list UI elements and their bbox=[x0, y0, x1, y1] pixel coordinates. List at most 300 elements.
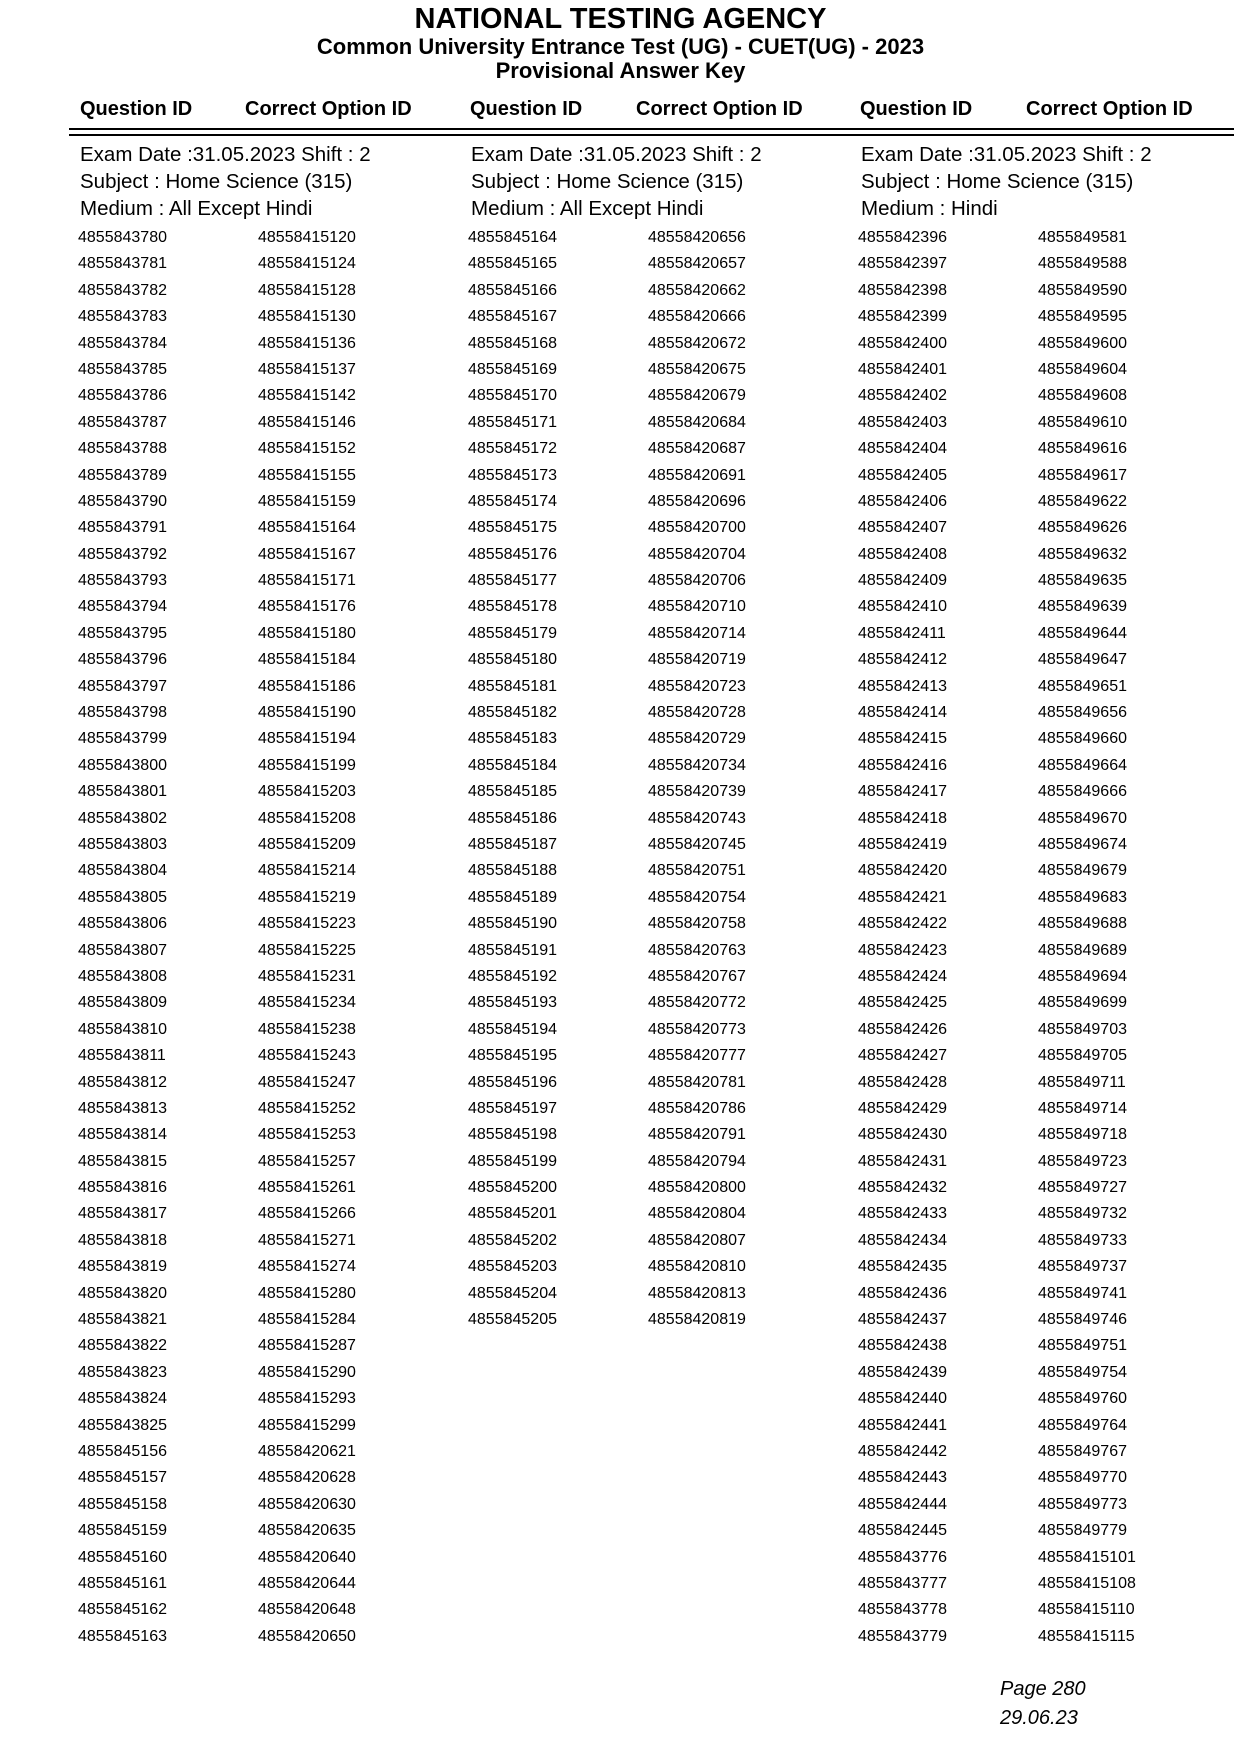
question-id-cell: 4855845184 bbox=[468, 756, 557, 774]
correct-option-id-cell: 4855849610 bbox=[1038, 413, 1127, 431]
table-row bbox=[78, 700, 418, 726]
header-question-id-1: Question ID bbox=[80, 98, 193, 120]
question-id-cell: 4855843792 bbox=[78, 545, 167, 563]
table-row bbox=[468, 1096, 808, 1122]
table-row bbox=[468, 779, 808, 805]
question-id-cell: 4855843810 bbox=[78, 1020, 167, 1038]
table-row bbox=[468, 383, 808, 409]
table-row bbox=[858, 1254, 1198, 1280]
correct-option-id-cell: 48558415155 bbox=[258, 466, 356, 484]
correct-option-id-cell: 48558415219 bbox=[258, 888, 356, 906]
question-id-cell: 4855842397 bbox=[858, 255, 947, 273]
table-row bbox=[78, 885, 418, 911]
correct-option-id-cell: 4855849751 bbox=[1038, 1337, 1127, 1355]
question-id-cell: 4855842432 bbox=[858, 1179, 947, 1197]
subject: Subject : Home Science (315) bbox=[80, 170, 353, 193]
table-row bbox=[858, 278, 1198, 304]
correct-option-id-cell: 48558420691 bbox=[648, 466, 746, 484]
correct-option-id-cell: 48558420819 bbox=[648, 1311, 746, 1329]
table-row bbox=[858, 753, 1198, 779]
question-id-cell: 4855842436 bbox=[858, 1284, 947, 1302]
question-id-cell: 4855842419 bbox=[858, 835, 947, 853]
question-id-cell: 4855843779 bbox=[858, 1627, 947, 1645]
table-row bbox=[858, 1307, 1198, 1333]
table-row bbox=[78, 858, 418, 884]
question-id-cell: 4855842421 bbox=[858, 888, 947, 906]
correct-option-id-cell: 4855849764 bbox=[1038, 1416, 1127, 1434]
correct-option-id-cell: 4855849639 bbox=[1038, 598, 1127, 616]
correct-option-id-cell: 48558415159 bbox=[258, 492, 356, 510]
question-id-cell: 4855845163 bbox=[78, 1627, 167, 1645]
correct-option-id-cell: 4855849660 bbox=[1038, 730, 1127, 748]
table-row bbox=[858, 1413, 1198, 1439]
question-id-cell: 4855843781 bbox=[78, 255, 167, 273]
question-id-cell: 4855843808 bbox=[78, 967, 167, 985]
correct-option-id-cell: 48558420751 bbox=[648, 862, 746, 880]
correct-option-id-cell: 48558415208 bbox=[258, 809, 356, 827]
question-id-cell: 4855842441 bbox=[858, 1416, 947, 1434]
table-row bbox=[78, 1043, 418, 1069]
correct-option-id-cell: 4855849600 bbox=[1038, 334, 1127, 352]
table-row bbox=[858, 1465, 1198, 1491]
correct-option-id-cell: 4855849674 bbox=[1038, 835, 1127, 853]
correct-option-id-cell: 48558415253 bbox=[258, 1126, 356, 1144]
table-row bbox=[858, 1228, 1198, 1254]
question-id-cell: 4855842406 bbox=[858, 492, 947, 510]
answer-table-1 bbox=[78, 225, 418, 1650]
correct-option-id-cell: 4855849694 bbox=[1038, 967, 1127, 985]
question-id-cell: 4855843820 bbox=[78, 1284, 167, 1302]
section-info-2 bbox=[471, 142, 762, 223]
correct-option-id-cell: 4855849699 bbox=[1038, 994, 1127, 1012]
subject: Subject : Home Science (315) bbox=[471, 170, 744, 193]
question-id-cell: 4855845194 bbox=[468, 1020, 557, 1038]
correct-option-id-cell: 4855849616 bbox=[1038, 440, 1127, 458]
question-id-cell: 4855845195 bbox=[468, 1047, 557, 1065]
table-row bbox=[468, 278, 808, 304]
correct-option-id-cell: 48558415199 bbox=[258, 756, 356, 774]
correct-option-id-cell: 4855849590 bbox=[1038, 281, 1127, 299]
table-row bbox=[78, 383, 418, 409]
question-id-cell: 4855842428 bbox=[858, 1073, 947, 1091]
question-id-cell: 4855845181 bbox=[468, 677, 557, 695]
table-row bbox=[858, 1597, 1198, 1623]
question-id-cell: 4855842409 bbox=[858, 572, 947, 590]
table-row bbox=[468, 1149, 808, 1175]
correct-option-id-cell: 48558415214 bbox=[258, 862, 356, 880]
header-correct-option-id-1: Correct Option ID bbox=[245, 98, 412, 120]
table-row bbox=[78, 1413, 418, 1439]
table-row bbox=[468, 647, 808, 673]
table-row bbox=[78, 225, 418, 251]
question-id-cell: 4855845204 bbox=[468, 1284, 557, 1302]
table-row bbox=[468, 251, 808, 277]
correct-option-id-cell: 48558415243 bbox=[258, 1047, 356, 1065]
question-id-cell: 4855845169 bbox=[468, 360, 557, 378]
table-row bbox=[858, 1175, 1198, 1201]
question-id-cell: 4855842413 bbox=[858, 677, 947, 695]
correct-option-id-cell: 48558415284 bbox=[258, 1311, 356, 1329]
table-row bbox=[468, 410, 808, 436]
table-row bbox=[468, 542, 808, 568]
table-row bbox=[78, 436, 418, 462]
table-row bbox=[858, 779, 1198, 805]
table-row bbox=[78, 1492, 418, 1518]
table-row bbox=[858, 1149, 1198, 1175]
table-row bbox=[78, 753, 418, 779]
table-row bbox=[468, 700, 808, 726]
question-id-cell: 4855845156 bbox=[78, 1442, 167, 1460]
correct-option-id-cell: 4855849741 bbox=[1038, 1284, 1127, 1302]
question-id-cell: 4855842440 bbox=[858, 1390, 947, 1408]
question-id-cell: 4855842445 bbox=[858, 1522, 947, 1540]
correct-option-id-cell: 4855849723 bbox=[1038, 1152, 1127, 1170]
question-id-cell: 4855845201 bbox=[468, 1205, 557, 1223]
table-row bbox=[468, 1228, 808, 1254]
table-row bbox=[78, 726, 418, 752]
table-row bbox=[78, 1439, 418, 1465]
table-row bbox=[468, 858, 808, 884]
table-row bbox=[468, 964, 808, 990]
table-row bbox=[468, 621, 808, 647]
correct-option-id-cell: 4855849770 bbox=[1038, 1469, 1127, 1487]
question-id-cell: 4855843815 bbox=[78, 1152, 167, 1170]
correct-option-id-cell: 48558420714 bbox=[648, 624, 746, 642]
question-id-cell: 4855845186 bbox=[468, 809, 557, 827]
exam-date-shift: Exam Date :31.05.2023 Shift : 2 bbox=[80, 143, 371, 166]
table-row bbox=[78, 357, 418, 383]
question-id-cell: 4855845162 bbox=[78, 1601, 167, 1619]
correct-option-id-cell: 48558415261 bbox=[258, 1179, 356, 1197]
question-id-cell: 4855843788 bbox=[78, 440, 167, 458]
question-id-cell: 4855842408 bbox=[858, 545, 947, 563]
correct-option-id-cell: 48558420656 bbox=[648, 229, 746, 246]
correct-option-id-cell: 48558415171 bbox=[258, 572, 356, 590]
question-id-cell: 4855842404 bbox=[858, 440, 947, 458]
question-id-cell: 4855845168 bbox=[468, 334, 557, 352]
table-row bbox=[78, 278, 418, 304]
question-id-cell: 4855842435 bbox=[858, 1258, 947, 1276]
question-id-cell: 4855845164 bbox=[468, 229, 557, 246]
correct-option-id-cell: 4855849732 bbox=[1038, 1205, 1127, 1223]
question-id-cell: 4855845160 bbox=[78, 1548, 167, 1566]
question-id-cell: 4855842424 bbox=[858, 967, 947, 985]
correct-option-id-cell: 4855849727 bbox=[1038, 1179, 1127, 1197]
table-row bbox=[468, 515, 808, 541]
question-id-cell: 4855842420 bbox=[858, 862, 947, 880]
correct-option-id-cell: 48558420754 bbox=[648, 888, 746, 906]
table-row bbox=[858, 832, 1198, 858]
question-id-cell: 4855842438 bbox=[858, 1337, 947, 1355]
correct-option-id-cell: 48558420628 bbox=[258, 1469, 356, 1487]
correct-option-id-cell: 48558420650 bbox=[258, 1627, 356, 1645]
question-id-cell: 4855845185 bbox=[468, 783, 557, 801]
table-row bbox=[78, 1070, 418, 1096]
header-question-id-3: Question ID bbox=[860, 98, 973, 120]
correct-option-id-cell: 4855849604 bbox=[1038, 360, 1127, 378]
header-question-id-2: Question ID bbox=[470, 98, 583, 120]
question-id-cell: 4855845200 bbox=[468, 1179, 557, 1197]
correct-option-id-cell: 48558415115 bbox=[1038, 1627, 1135, 1645]
table-row bbox=[468, 726, 808, 752]
correct-option-id-cell: 48558415142 bbox=[258, 387, 356, 405]
header-correct-option-id-2: Correct Option ID bbox=[636, 98, 803, 120]
correct-option-id-cell: 4855849651 bbox=[1038, 677, 1127, 695]
question-id-cell: 4855842412 bbox=[858, 651, 947, 669]
correct-option-id-cell: 4855849622 bbox=[1038, 492, 1127, 510]
correct-option-id-cell: 48558415120 bbox=[258, 229, 356, 246]
table-row bbox=[858, 858, 1198, 884]
correct-option-id-cell: 4855849635 bbox=[1038, 572, 1127, 590]
question-id-cell: 4855842443 bbox=[858, 1469, 947, 1487]
question-id-cell: 4855843802 bbox=[78, 809, 167, 827]
question-id-cell: 4855845176 bbox=[468, 545, 557, 563]
table-row bbox=[78, 964, 418, 990]
table-row bbox=[78, 1281, 418, 1307]
correct-option-id-cell: 48558420813 bbox=[648, 1284, 746, 1302]
correct-option-id-cell: 48558420729 bbox=[648, 730, 746, 748]
correct-option-id-cell: 4855849666 bbox=[1038, 783, 1127, 801]
correct-option-id-cell: 48558415137 bbox=[258, 360, 356, 378]
table-row bbox=[78, 1518, 418, 1544]
correct-option-id-cell: 4855849670 bbox=[1038, 809, 1127, 827]
table-row bbox=[858, 990, 1198, 1016]
medium: Medium : All Except Hindi bbox=[80, 197, 313, 220]
question-id-cell: 4855843811 bbox=[78, 1047, 166, 1065]
table-row bbox=[468, 832, 808, 858]
question-id-cell: 4855845187 bbox=[468, 835, 557, 853]
correct-option-id-cell: 48558420630 bbox=[258, 1495, 356, 1513]
question-id-cell: 4855842396 bbox=[858, 229, 947, 246]
section-info-3 bbox=[861, 142, 1152, 223]
table-row bbox=[468, 753, 808, 779]
question-id-cell: 4855842423 bbox=[858, 941, 947, 959]
correct-option-id-cell: 48558415130 bbox=[258, 308, 356, 326]
correct-option-id-cell: 4855849760 bbox=[1038, 1390, 1127, 1408]
table-row bbox=[858, 700, 1198, 726]
question-id-cell: 4855845158 bbox=[78, 1495, 167, 1513]
question-id-cell: 4855843789 bbox=[78, 466, 167, 484]
question-id-cell: 4855843799 bbox=[78, 730, 167, 748]
agency-title: NATIONAL TESTING AGENCY bbox=[414, 3, 827, 35]
correct-option-id-cell: 48558415128 bbox=[258, 281, 356, 299]
question-id-cell: 4855845182 bbox=[468, 704, 557, 722]
question-id-cell: 4855842416 bbox=[858, 756, 947, 774]
question-id-cell: 4855842414 bbox=[858, 704, 947, 722]
table-row bbox=[78, 304, 418, 330]
correct-option-id-cell: 48558415274 bbox=[258, 1258, 356, 1276]
table-row bbox=[468, 1307, 808, 1333]
table-row bbox=[468, 436, 808, 462]
question-id-cell: 4855842444 bbox=[858, 1495, 947, 1513]
table-row bbox=[858, 1492, 1198, 1518]
table-row bbox=[858, 568, 1198, 594]
question-id-cell: 4855843783 bbox=[78, 308, 167, 326]
correct-option-id-cell: 48558415164 bbox=[258, 519, 356, 537]
correct-option-id-cell: 48558420640 bbox=[258, 1548, 356, 1566]
question-id-cell: 4855845157 bbox=[78, 1469, 167, 1487]
correct-option-id-cell: 48558420734 bbox=[648, 756, 746, 774]
correct-option-id-cell: 48558420700 bbox=[648, 519, 746, 537]
table-row bbox=[858, 806, 1198, 832]
correct-option-id-cell: 48558420666 bbox=[648, 308, 746, 326]
question-id-cell: 4855843823 bbox=[78, 1363, 167, 1381]
footer-date: 29.06.23 bbox=[1000, 1707, 1078, 1729]
table-row bbox=[78, 1333, 418, 1359]
correct-option-id-cell: 48558420704 bbox=[648, 545, 746, 563]
table-row bbox=[468, 1043, 808, 1069]
question-id-cell: 4855842398 bbox=[858, 281, 947, 299]
correct-option-id-cell: 4855849733 bbox=[1038, 1231, 1127, 1249]
correct-option-id-cell: 4855849711 bbox=[1038, 1073, 1126, 1091]
table-row bbox=[78, 1175, 418, 1201]
table-row bbox=[858, 1386, 1198, 1412]
question-id-cell: 4855842425 bbox=[858, 994, 947, 1012]
correct-option-id-cell: 48558420706 bbox=[648, 572, 746, 590]
question-id-cell: 4855843793 bbox=[78, 572, 167, 590]
correct-option-id-cell: 48558420767 bbox=[648, 967, 746, 985]
question-id-cell: 4855842410 bbox=[858, 598, 947, 616]
table-row bbox=[78, 1597, 418, 1623]
question-id-cell: 4855842431 bbox=[858, 1152, 947, 1170]
question-id-cell: 4855843782 bbox=[78, 281, 167, 299]
question-id-cell: 4855843818 bbox=[78, 1231, 167, 1249]
section-info-1 bbox=[80, 142, 371, 223]
table-row bbox=[858, 1545, 1198, 1571]
page-number: Page 280 bbox=[1000, 1678, 1086, 1700]
correct-option-id-cell: 4855849683 bbox=[1038, 888, 1127, 906]
question-id-cell: 4855842407 bbox=[858, 519, 947, 537]
correct-option-id-cell: 48558420719 bbox=[648, 651, 746, 669]
question-id-cell: 4855843797 bbox=[78, 677, 167, 695]
correct-option-id-cell: 4855849779 bbox=[1038, 1522, 1127, 1540]
question-id-cell: 4855845198 bbox=[468, 1126, 557, 1144]
correct-option-id-cell: 4855849718 bbox=[1038, 1126, 1127, 1144]
correct-option-id-cell: 48558415203 bbox=[258, 783, 356, 801]
table-row bbox=[468, 225, 808, 251]
table-row bbox=[858, 1281, 1198, 1307]
question-id-cell: 4855843824 bbox=[78, 1390, 167, 1408]
header-correct-option-id-3: Correct Option ID bbox=[1026, 98, 1193, 120]
table-row bbox=[468, 463, 808, 489]
question-id-cell: 4855845173 bbox=[468, 466, 557, 484]
table-row bbox=[858, 436, 1198, 462]
correct-option-id-cell: 4855849608 bbox=[1038, 387, 1127, 405]
correct-option-id-cell: 4855849689 bbox=[1038, 941, 1127, 959]
correct-option-id-cell: 48558420675 bbox=[648, 360, 746, 378]
table-row bbox=[78, 410, 418, 436]
question-id-cell: 4855843803 bbox=[78, 835, 167, 853]
correct-option-id-cell: 48558415190 bbox=[258, 704, 356, 722]
table-row bbox=[78, 1307, 418, 1333]
table-row bbox=[858, 647, 1198, 673]
table-row bbox=[468, 1070, 808, 1096]
table-row bbox=[78, 463, 418, 489]
table-row bbox=[468, 1254, 808, 1280]
correct-option-id-cell: 48558415280 bbox=[258, 1284, 356, 1302]
question-id-cell: 4855843807 bbox=[78, 941, 167, 959]
table-row bbox=[78, 1624, 418, 1650]
question-id-cell: 4855842433 bbox=[858, 1205, 947, 1223]
question-id-cell: 4855845175 bbox=[468, 519, 557, 537]
exam-date-shift: Exam Date :31.05.2023 Shift : 2 bbox=[471, 143, 762, 166]
medium: Medium : All Except Hindi bbox=[471, 197, 704, 220]
correct-option-id-cell: 48558420662 bbox=[648, 281, 746, 299]
table-row bbox=[468, 938, 808, 964]
correct-option-id-cell: 48558420800 bbox=[648, 1179, 746, 1197]
table-row bbox=[858, 621, 1198, 647]
question-id-cell: 4855843794 bbox=[78, 598, 167, 616]
table-row bbox=[78, 1386, 418, 1412]
table-row bbox=[468, 1122, 808, 1148]
correct-option-id-cell: 48558420739 bbox=[648, 783, 746, 801]
correct-option-id-cell: 4855849581 bbox=[1038, 229, 1127, 246]
correct-option-id-cell: 48558420777 bbox=[648, 1047, 746, 1065]
question-id-cell: 4855842426 bbox=[858, 1020, 947, 1038]
question-id-cell: 4855843798 bbox=[78, 704, 167, 722]
correct-option-id-cell: 4855849679 bbox=[1038, 862, 1127, 880]
question-id-cell: 4855843791 bbox=[78, 519, 167, 537]
correct-option-id-cell: 4855849647 bbox=[1038, 651, 1127, 669]
correct-option-id-cell: 4855849626 bbox=[1038, 519, 1127, 537]
table-row bbox=[468, 1017, 808, 1043]
question-id-cell: 4855843777 bbox=[858, 1574, 947, 1592]
table-row bbox=[858, 1096, 1198, 1122]
question-id-cell: 4855842401 bbox=[858, 360, 947, 378]
question-id-cell: 4855843817 bbox=[78, 1205, 167, 1223]
table-row bbox=[78, 621, 418, 647]
question-id-cell: 4855842400 bbox=[858, 334, 947, 352]
question-id-cell: 4855843809 bbox=[78, 994, 167, 1012]
question-id-cell: 4855845205 bbox=[468, 1311, 557, 1329]
table-row bbox=[78, 542, 418, 568]
correct-option-id-cell: 48558420794 bbox=[648, 1152, 746, 1170]
correct-option-id-cell: 48558415225 bbox=[258, 941, 356, 959]
table-row bbox=[858, 304, 1198, 330]
question-id-cell: 4855845174 bbox=[468, 492, 557, 510]
question-id-cell: 4855845203 bbox=[468, 1258, 557, 1276]
table-row bbox=[858, 1571, 1198, 1597]
question-id-cell: 4855843805 bbox=[78, 888, 167, 906]
question-id-cell: 4855845179 bbox=[468, 624, 557, 642]
table-row bbox=[78, 674, 418, 700]
question-id-cell: 4855842399 bbox=[858, 308, 947, 326]
question-id-cell: 4855843785 bbox=[78, 360, 167, 378]
table-row bbox=[858, 1043, 1198, 1069]
correct-option-id-cell: 48558415252 bbox=[258, 1099, 356, 1117]
question-id-cell: 4855845171 bbox=[468, 413, 557, 431]
correct-option-id-cell: 4855849632 bbox=[1038, 545, 1127, 563]
correct-option-id-cell: 4855849737 bbox=[1038, 1258, 1127, 1276]
question-id-cell: 4855843812 bbox=[78, 1073, 167, 1091]
question-id-cell: 4855845166 bbox=[468, 281, 557, 299]
table-row bbox=[858, 1017, 1198, 1043]
correct-option-id-cell: 48558415146 bbox=[258, 413, 356, 431]
correct-option-id-cell: 4855849688 bbox=[1038, 915, 1127, 933]
exam-subtitle: Common University Entrance Test (UG) - CUET(UG) - 2023 bbox=[316, 34, 925, 59]
table-row bbox=[78, 832, 418, 858]
correct-option-id-cell: 48558420684 bbox=[648, 413, 746, 431]
correct-option-id-cell: 48558420672 bbox=[648, 334, 746, 352]
table-row bbox=[858, 383, 1198, 409]
table-row bbox=[78, 331, 418, 357]
correct-option-id-cell: 48558415110 bbox=[1038, 1601, 1135, 1619]
correct-option-id-cell: 48558420786 bbox=[648, 1099, 746, 1117]
question-id-cell: 4855843784 bbox=[78, 334, 167, 352]
question-id-cell: 4855842402 bbox=[858, 387, 947, 405]
table-row bbox=[78, 779, 418, 805]
document-type: Provisional Answer Key bbox=[495, 58, 746, 83]
